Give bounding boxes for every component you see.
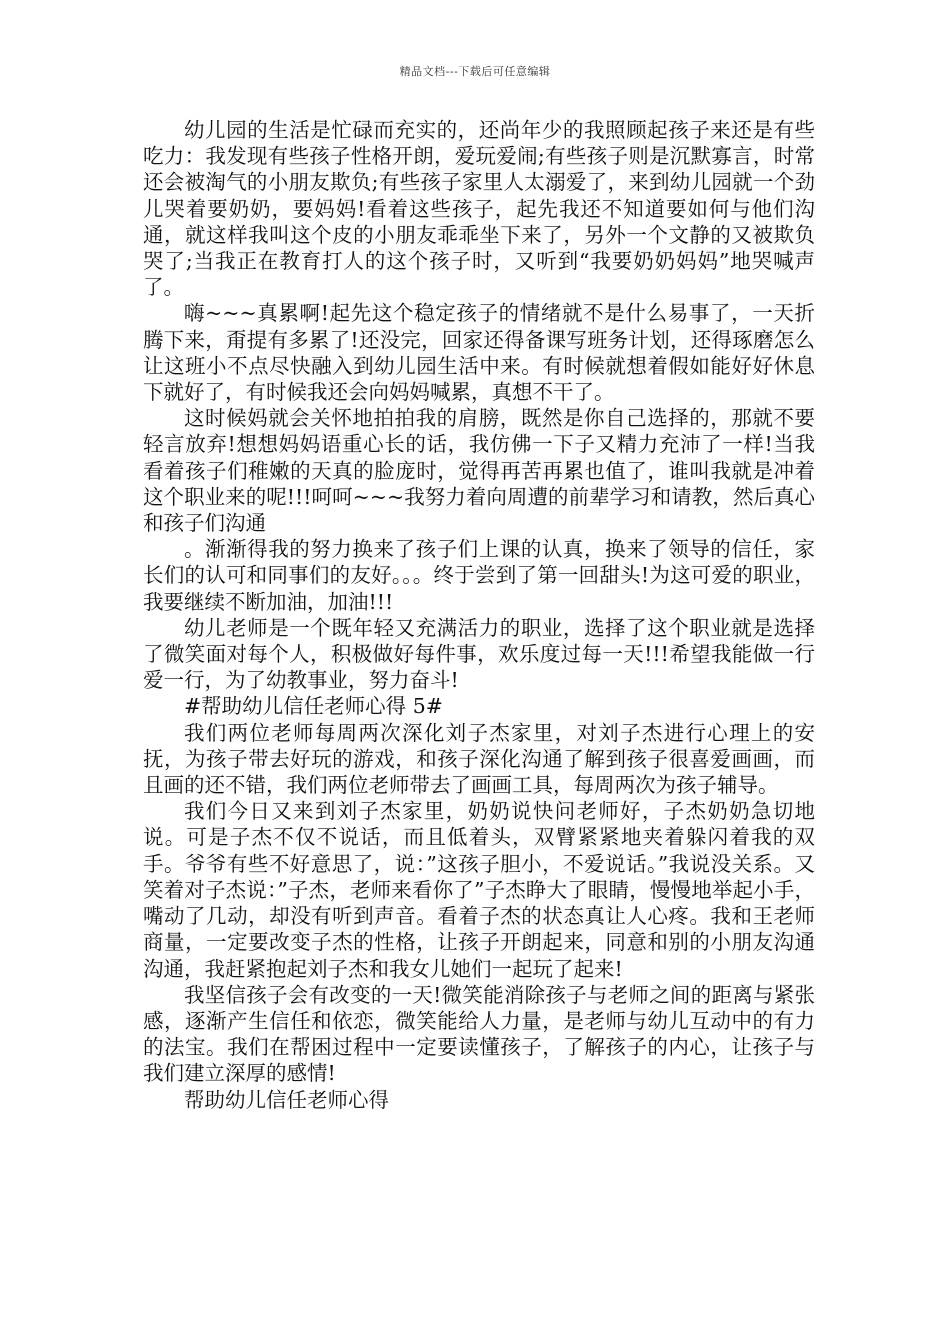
paragraph: 这时候妈就会关怀地拍拍我的肩膀，既然是你自己选择的，那就不要轻言放弃!想想妈妈语重心长的话，我仿佛一下子又精力充沛了一样!当我看着孩子们稚嫩的天真的脸庞时，觉得再苦再累也值了，谁叫我就是冲着这个职业来的呢!!!呵呵~~~我努力着向周遭的前辈学习和请教，然后真心和孩子们沟通 [143,406,815,536]
paragraph: 我坚信孩子会有改变的一天!微笑能消除孩子与老师之间的距离与紧张感，逐渐产生信任和依恋，微笑能给人力量，是老师与幼儿互动中的有力的法宝。我们在帮困过程中一定要读懂孩子，了解孩子的内心，让孩子与我们建立深厚的感情! [143,982,815,1086]
closing-title: 帮助幼儿信任老师心得 [184,1087,389,1112]
paragraph: 。渐渐得我的努力换来了孩子们上课的认真，换来了领导的信任，家长们的认可和同事们的友好。。。终于尝到了第一回甜头!为这可爱的职业，我要继续不断加油，加油!!! [143,537,815,614]
paragraph: 我们今日又来到刘子杰家里，奶奶说快问老师好，子杰奶奶急切地说。可是子杰不仅不说话，而且低着头，双臂紧紧地夹着躲闪着我的双手。爷爷有些不好意思了，说：”这孩子胆小，不爱说话。”我说没关系。又笑着对子杰说：”子杰，老师来看你了”子杰睁大了眼睛，慢慢地举起小手，嘴动了几动，却没有听到声音。看着子杰的状态真让人心疼。我和王老师商量，一定要改变子杰的性格，让孩子开朗起来，同意和别的小朋友沟通沟通，我赶紧抱起刘子杰和我女儿她们一起玩了起来! [143,799,815,981]
paragraph: 嗨~~~真累啊!起先这个稳定孩子的情绪就不是什么易事了，一天折腾下来，甭提有多累了!还没完，回家还得备课写班务计划，还得琢磨怎么让这班小不点尽快融入到幼儿园生活中来。有时候就想着假如能好好休息下就好了，有时候我还会向妈妈喊累，真想不干了。 [143,301,815,405]
page-header: 精品文档---下载后可任意编辑 [399,65,551,78]
paragraph: 幼儿园的生活是忙碌而充实的，还尚年少的我照顾起孩子来还是有些吃力：我发现有些孩子性格开朗，爱玩爱闹;有些孩子则是沉默寡言，时常还会被淘气的小朋友欺负;有些孩子家里人太溺爱了，来到幼儿园就一个劲儿哭着要奶奶，要妈妈!看着这些孩子，起先我还不知道要如何与他们沟通，就这样我叫这个皮的小朋友乖乖坐下来了，另外一个文静的又被欺负哭了;当我正在教育打人的这个孩子时，又听到“我要奶奶妈妈”地哭喊声了。 [143,118,815,300]
section-heading: #帮助幼儿信任老师心得 5# [184,694,443,719]
paragraph: 我们两位老师每周两次深化刘子杰家里，对刘子杰进行心理上的安抚，为孩子带去好玩的游戏，和孩子深化沟通了解到孩子很喜爱画画，而且画的还不错，我们两位老师带去了画画工具，每周两次为孩子辅导。 [143,720,815,798]
document-body [143,117,815,1113]
paragraph: 幼儿老师是一个既年轻又充满活力的职业，选择了这个职业就是选择了微笑面对每个人，积极做好每件事，欢乐度过每一天!!!希望我能做一行爱一行，为了幼教事业，努力奋斗! [143,615,815,693]
